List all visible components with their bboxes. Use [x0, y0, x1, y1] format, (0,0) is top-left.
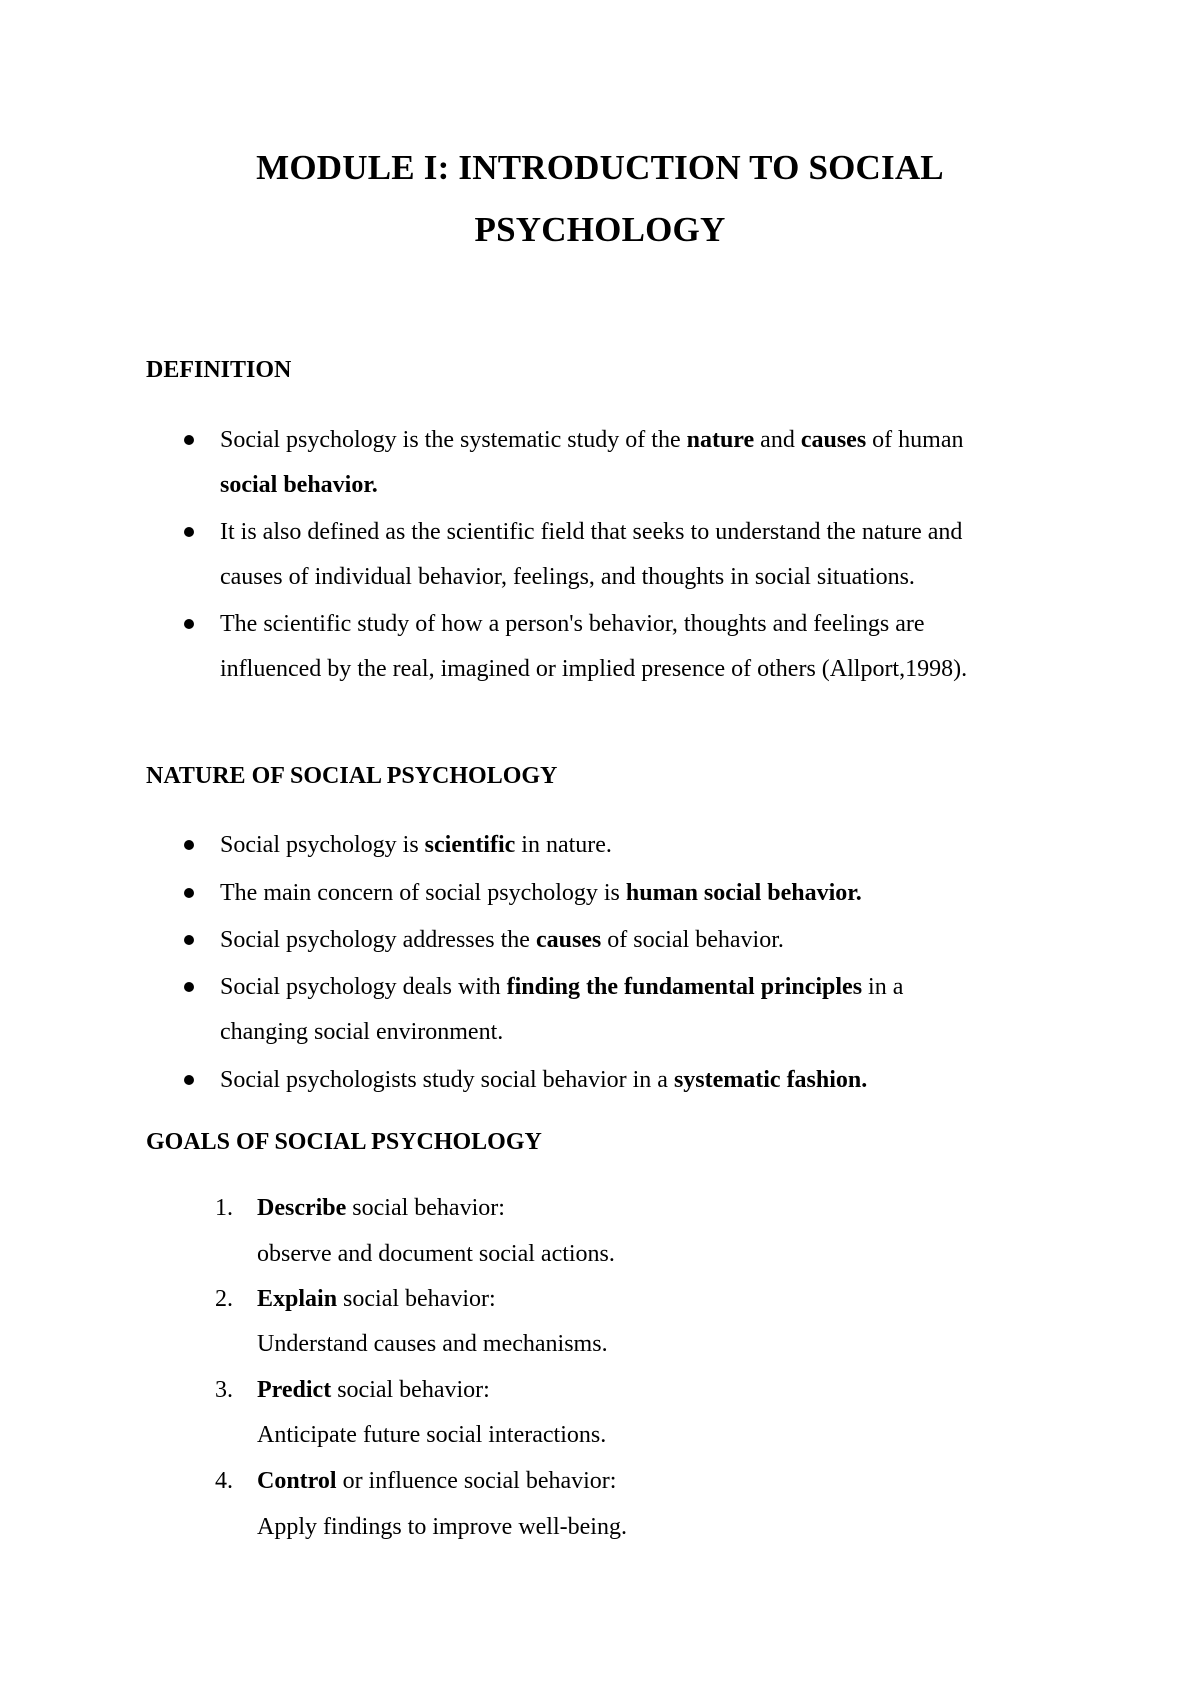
- definition-bullet-1-line-1: Social psychology is the systematic study of the nature and causes of human: [220, 427, 964, 453]
- definition-bullet-1-line-2: social behavior.: [220, 472, 378, 498]
- definition-bullet-2-line-1: It is also defined as the scientific field that seeks to understand the nature and: [220, 519, 963, 545]
- goal-number: 3.: [215, 1377, 233, 1403]
- goal-2-detail: Understand causes and mechanisms.: [257, 1331, 608, 1357]
- goal-number: 2.: [215, 1286, 233, 1312]
- goals-heading: GOALS OF SOCIAL PSYCHOLOGY: [146, 1129, 542, 1155]
- goal-2-title: Explain social behavior:: [257, 1286, 496, 1312]
- page-title-line-1: MODULE I: INTRODUCTION TO SOCIAL: [256, 148, 944, 187]
- nature-bullet-4-line-1: Social psychology deals with finding the fundamental principles in a: [220, 974, 904, 1000]
- goal-3-title: Predict social behavior:: [257, 1377, 490, 1403]
- definition-bullet-3-line-2: influenced by the real, imagined or implied presence of others (Allport,1998).: [220, 656, 968, 682]
- nature-bullet-4-line-2: changing social environment.: [220, 1019, 504, 1045]
- nature-bullet-1: Social psychology is scientific in nature.: [220, 832, 612, 858]
- nature-bullet-5: Social psychologists study social behavior in a systematic fashion.: [220, 1067, 868, 1093]
- goal-1-detail: observe and document social actions.: [257, 1241, 615, 1267]
- bullet-icon: [184, 619, 194, 629]
- goal-number: 4.: [215, 1468, 233, 1494]
- bullet-icon: [184, 888, 194, 898]
- definition-heading: DEFINITION: [146, 357, 292, 383]
- goal-number: 1.: [215, 1195, 233, 1221]
- nature-heading: NATURE OF SOCIAL PSYCHOLOGY: [146, 763, 558, 789]
- nature-bullet-2: The main concern of social psychology is human social behavior.: [220, 880, 862, 906]
- bullet-icon: [184, 527, 194, 537]
- definition-bullet-2-line-2: causes of individual behavior, feelings, and thoughts in social situations.: [220, 564, 915, 590]
- goal-4-title: Control or influence social behavior:: [257, 1468, 617, 1494]
- goal-4-detail: Apply findings to improve well-being.: [257, 1514, 627, 1540]
- bullet-icon: [184, 435, 194, 445]
- page-title-line-2: PSYCHOLOGY: [474, 210, 726, 249]
- bullet-icon: [184, 840, 194, 850]
- bullet-icon: [184, 1075, 194, 1085]
- bullet-icon: [184, 935, 194, 945]
- bullet-icon: [184, 982, 194, 992]
- goal-3-detail: Anticipate future social interactions.: [257, 1422, 607, 1448]
- definition-bullet-3-line-1: The scientific study of how a person's behavior, thoughts and feelings are: [220, 611, 925, 637]
- nature-bullet-3: Social psychology addresses the causes of social behavior.: [220, 927, 784, 953]
- goal-1-title: Describe social behavior:: [257, 1195, 505, 1221]
